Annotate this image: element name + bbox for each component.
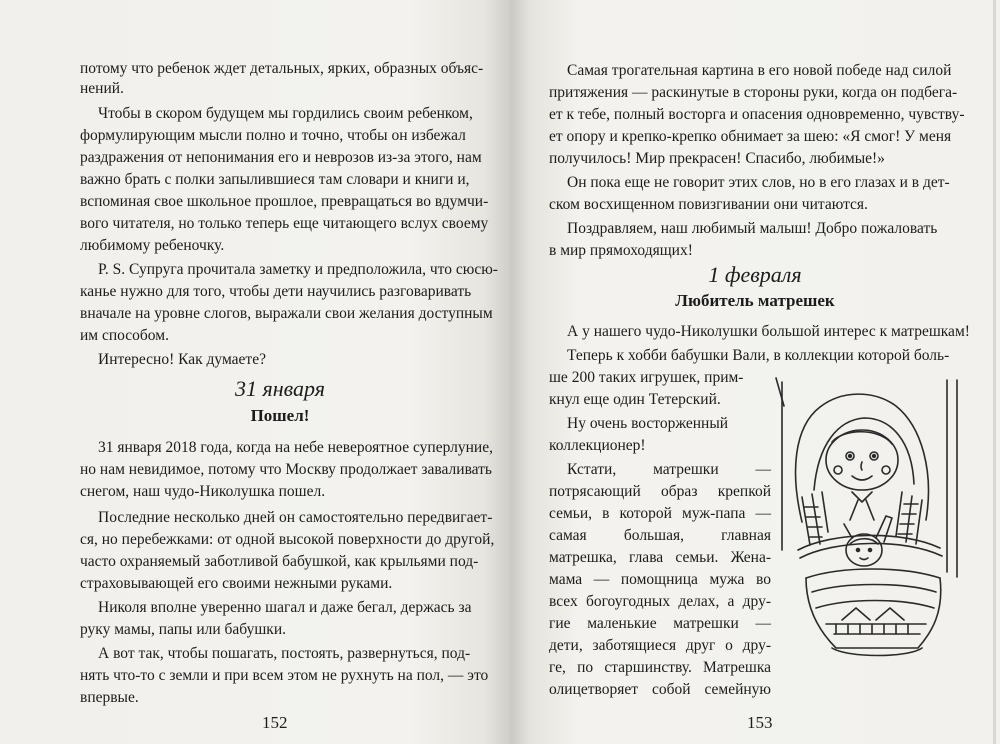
text-line: кнул еще один Тетерский. (549, 391, 721, 408)
text-line: ет опору и крепко-крепко обнимает за шею: «Я смог! У меня (549, 128, 952, 145)
text-line: мама — помощница мужа во (549, 571, 771, 588)
text-line: получилось! Мир прекрасен! Спасибо, любимые!» (549, 150, 885, 167)
text-line: Николя вполне уверенно шагал и даже бегал, держась за (98, 599, 472, 616)
text-line: Последние несколько дней он самостоятельно передвигает- (98, 509, 493, 526)
text-line: олицетворяет собой семейную (549, 681, 771, 698)
text-line: Самая трогательная картина в его новой победе над силой (567, 62, 952, 79)
text-line: P. S. Супруга прочитала заметку и предположила, что сюсю- (98, 261, 498, 278)
text-line: нять что-то с земли и при всем этом не рухнуть на пол, — это (80, 667, 489, 684)
entry-heading: Любитель матрешек (675, 291, 835, 310)
text-line: ся, но перебежками: от одной высокой поверхности до другой, (80, 531, 495, 548)
text-line: важно брать с полки запылившиеся там словари и книги и, (80, 171, 470, 188)
text-line: Ну очень восторженный (567, 415, 729, 432)
text-line: раздражения от непонимания его и неврозов из-за этого, нам (80, 149, 482, 166)
entry-date: 31 января (235, 376, 325, 401)
text-line: потрясающий образ крепкой (549, 483, 771, 500)
text-line: ском восхищенном повизгивании они читаются. (549, 196, 868, 213)
text-line: гие маленькие матрешки — (549, 615, 771, 632)
text-line: Поздравляем, наш любимый малыш! Добро пожаловать (567, 220, 938, 237)
text-line: часто охраняемый заботливой бабушкой, как крыльями под- (80, 553, 479, 570)
text-line: дети, заботящиеся друг о дру- (549, 637, 771, 654)
right-page (510, 0, 1000, 744)
text-line: матрешка, глава семьи. Жена- (549, 549, 771, 566)
text-line: Интересно! Как думаете? (98, 351, 266, 368)
text-line: но нам невидимое, потому что Москву продолжает заваливать (80, 461, 492, 478)
text-line: вначале на уровне слогов, выражали свои желания доступным (80, 305, 493, 322)
text-line: в мир прямоходящих! (549, 242, 693, 259)
text-line: Кстати, матрешки — (567, 461, 771, 478)
page-edge (993, 0, 996, 744)
text-line: Теперь к хобби бабушки Вали, в коллекции которой боль- (567, 347, 950, 364)
text-line: ше 200 таких игрушек, прим- (549, 369, 744, 386)
text-line: вого читателя, но только теперь еще читающего вслух своему (80, 215, 489, 232)
text-line: страховывающей его своими нежными руками. (80, 575, 393, 592)
text-line: потому что ребенок ждет детальных, ярких, образных объяс- (80, 60, 484, 77)
page-number: 153 (747, 713, 773, 732)
page-number: 152 (262, 713, 288, 732)
text-line: снегом, наш чудо-Николушка пошел. (80, 483, 326, 500)
text-line: руку мамы, папы или бабушки. (80, 621, 286, 638)
text-line: всех богоугодных делах, а дру- (549, 593, 771, 610)
text-line: 31 января 2018 года, когда на небе невероятное суперлуние, (98, 439, 493, 456)
text-line: канье нужно для того, чтобы дети научились разговаривать (80, 283, 472, 300)
text-line: впервые. (80, 689, 139, 706)
text-line: нений. (80, 80, 124, 97)
text-line: Чтобы в скором будущем мы гордились своим ребенком, (98, 105, 473, 122)
entry-heading: Пошел! (250, 406, 310, 425)
text-line: коллекционер! (549, 437, 646, 454)
text-line: притяжения — раскинутые в стороны руки, когда он подбега- (549, 84, 958, 101)
text-line: им способом. (80, 327, 169, 344)
text-line: ет к тебе, полный восторга и опасения одновременно, чувству- (549, 106, 965, 123)
text-line: любимому ребеночку. (80, 237, 225, 254)
text-line: формулирующим мысли полно и точно, чтобы он избежал (80, 127, 466, 144)
entry-date: 1 февраля (708, 262, 802, 287)
text-line: А у нашего чудо-Николушки большой интерес к матрешкам! (567, 323, 970, 340)
text-line: А вот так, чтобы пошагать, постоять, развернуться, под- (98, 645, 471, 662)
matryoshka-doll-with-child-icon (772, 372, 968, 670)
text-line: вспоминая свое школьное прошлое, превращаться во вдумчи- (80, 193, 489, 210)
text-line: Он пока еще не говорит этих слов, но в его глазах и в дет- (567, 174, 950, 191)
text-line: ге, по старшинству. Матрешка (549, 659, 771, 676)
text-line: семьи, в которой муж-папа — (549, 505, 771, 522)
text-line: самая большая, главная (549, 527, 771, 544)
